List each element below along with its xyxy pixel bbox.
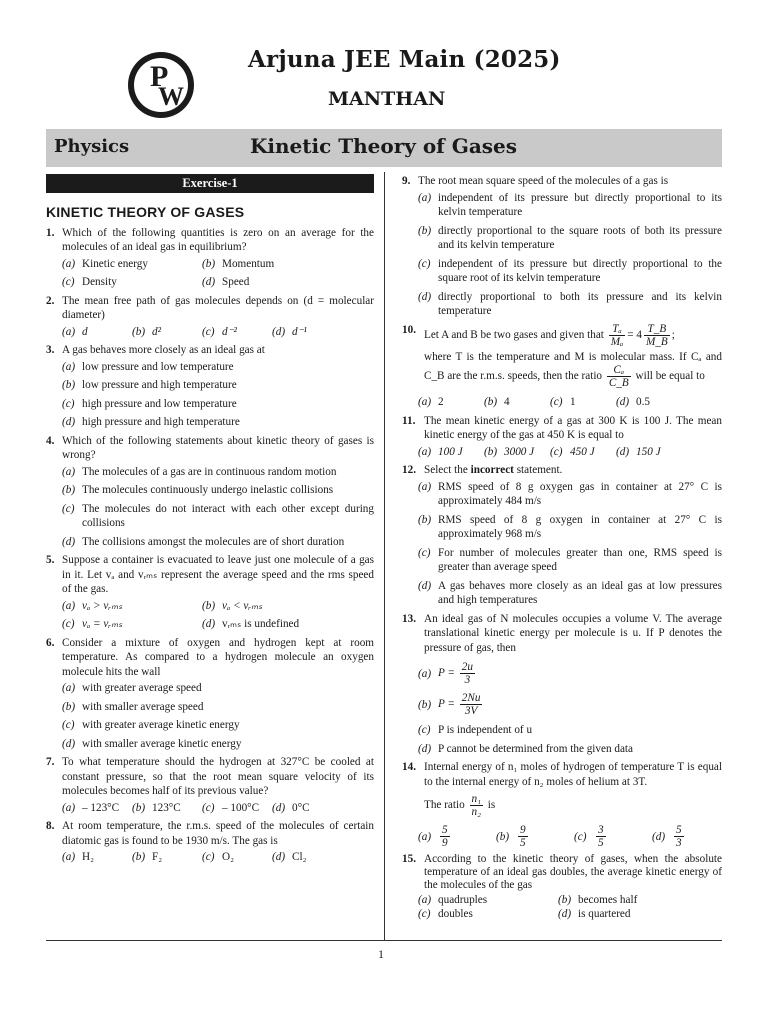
option-c: (c) high pressure and low temperature: [62, 397, 237, 410]
option-c: (c) – 100°C: [202, 801, 260, 814]
question-number: 12.: [402, 464, 416, 476]
option-a: (a) 100 J: [418, 445, 463, 458]
ratio-line: The ratio $\frac{\text{n₁}}{\text{n₂}}$ is: [424, 793, 496, 818]
option-d: (d) Speed: [202, 276, 250, 288]
option-c: (c) $\frac{3}{5}$: [574, 824, 604, 849]
option-d: (d) 0.5: [616, 396, 650, 408]
page-title: Arjuna JEE Main (2025): [248, 46, 561, 73]
option-c: (c) d⁻²: [202, 325, 237, 338]
option-d: (d) $\frac{5}{3}$: [652, 824, 682, 849]
option-d: (d) The collisions amongst the molecules are of short duration: [62, 535, 345, 548]
option-a: (a) H₂: [62, 851, 94, 863]
option-b: (b) P = $\frac{2Nu}{3V}$: [418, 692, 481, 717]
pw-logo-icon: [128, 52, 194, 118]
question-number: 3.: [46, 344, 55, 356]
topic-title: Kinetic Theory of Gases: [250, 134, 518, 158]
equation-fraction-right: $\frac{T\_B}{M\_B}$: [646, 322, 668, 348]
option-b: (b) RMS speed of 8 g oxygen in container at 27° C is approximately 968 m/s: [418, 513, 722, 540]
question-text: Let A and B be two gases and given that $\frac{\text{Tₐ}}{\text{Mₐ}}$ = 4 $\frac{T\_B}{M\_B}$ ; where T is the temperature and M is molecular mass. If Cₐ and C_B are the r.m.s. speeds, then the ratio $\frac{\text{Cₐ}}{C\_B}$ will be equal to: [424, 322, 722, 389]
question-2: [46, 294, 374, 340]
question-text: At room temperature, the r.m.s. speed of the molecules of certain diatomic gas is found to be 1930 m/s. The gas is: [62, 820, 374, 847]
question-text: Internal energy of n₁ moles of hydrogen of temperature T is equal to the internal energy of n₂ moles of helium at 3T.: [424, 761, 722, 788]
option-d: (d) 150 J: [616, 445, 661, 458]
option-a: (a) quadruples: [418, 894, 488, 906]
option-d: (d) with smaller average kinetic energy: [62, 737, 242, 750]
option-a: (a) The molecules of a gas are in continuous random motion: [62, 465, 337, 478]
page-number: 1: [378, 947, 384, 961]
option-a: (a) independent of its pressure but directly proportional to its kelvin temperature: [418, 191, 722, 218]
option-b: (b) d²: [132, 325, 161, 338]
question-7: [46, 755, 374, 815]
option-a: (a) RMS speed of 8 g oxygen gas in container at 27° C is approximately 484 m/s: [418, 480, 722, 507]
option-c: (c) O₂: [202, 851, 234, 863]
question-12: [402, 463, 722, 608]
option-c: (c) independent of its pressure but directly proportional to the square root of its kelvin temperature: [418, 257, 722, 284]
page-subtitle: MANTHAN: [328, 88, 446, 110]
question-3: [46, 343, 374, 430]
question-11: [402, 414, 722, 460]
question-number: 6.: [46, 636, 55, 649]
option-d: (d) 0°C: [272, 801, 310, 814]
question-number: 13.: [402, 612, 416, 625]
left-column: [46, 174, 374, 869]
question-text: The root mean square speed of the molecules of a gas is: [418, 175, 669, 187]
option-d: (d) A gas behaves more closely as an ideal gas at low pressures and high temperatures: [418, 579, 722, 606]
option-a: (a) with greater average speed: [62, 682, 202, 694]
option-d: (d) high pressure and high temperature: [62, 416, 240, 428]
subject-banner: [46, 129, 722, 167]
logo-letter-p: P: [150, 60, 169, 93]
option-c: (c) For number of molecules greater than one, RMS speed is greater than average speed: [418, 546, 722, 573]
option-b: (b) 3000 J: [484, 445, 535, 458]
question-number: 10.: [402, 323, 416, 336]
question-4: [46, 434, 374, 550]
question-6: [46, 636, 374, 752]
option-c: (c) 450 J: [550, 445, 595, 458]
question-15: [402, 853, 722, 921]
option-c: (c) vₐ = vᵣₘₛ: [62, 618, 123, 630]
question-text: The mean kinetic energy of a gas at 300 K is 100 J. The mean kinetic energy of the gas at 450 K is equal to: [424, 414, 722, 441]
option-c: (c) Density: [62, 276, 117, 288]
question-number: 8.: [46, 820, 55, 832]
question-number: 14.: [402, 761, 416, 773]
footer-divider: [46, 940, 722, 941]
option-d: (d) d⁻¹: [272, 325, 307, 338]
option-b: (b) 4: [484, 396, 510, 408]
option-b: (b) 123°C: [132, 801, 181, 814]
question-number: 9.: [402, 175, 411, 187]
question-8: [46, 819, 374, 865]
question-text: Which of the following quantities is zero on an average for the molecules of an ideal gas in equilibrium?: [62, 226, 374, 253]
equation-fraction-left: $\frac{\text{Tₐ}}{\text{Mₐ}}$: [610, 322, 624, 348]
option-d: (d) directly proportional to both its pressure and its kelvin temperature: [418, 290, 722, 317]
option-a: (a) – 123°C: [62, 801, 120, 814]
option-b: (b) directly proportional to the square roots of both its pressure and its kelvin temperature: [418, 224, 722, 251]
question-1: [46, 226, 374, 290]
logo-letter-w: W: [158, 82, 184, 111]
exercise-label: Exercise-1: [46, 174, 374, 193]
option-a: (a) low pressure and low temperature: [62, 360, 234, 373]
option-c: (c) P is independent of u: [418, 724, 533, 736]
question-text: Suppose a container is evacuated to leave just one molecule of a gas in it. Let vₐ and vᵣₘₛ represent the average speed and the rms speed of the gas.: [62, 554, 374, 595]
question-number: 5.: [46, 554, 55, 566]
option-a: (a) Kinetic energy: [62, 257, 148, 270]
question-number: 4.: [46, 434, 55, 447]
option-d: (d) vᵣₘₛ is undefined: [202, 618, 300, 630]
option-a: (a) 2: [418, 396, 444, 408]
question-text: A gas behaves more closely as an ideal gas at: [62, 344, 265, 356]
option-c: (c) doubles: [418, 908, 473, 920]
option-b: (b) $\frac{9}{5}$: [496, 824, 526, 849]
option-d: (d) Cl₂: [272, 851, 307, 863]
option-d: (d) is quartered: [558, 908, 631, 920]
option-a: (a) $\frac{5}{9}$: [418, 824, 448, 849]
option-b: (b) Momentum: [202, 257, 275, 270]
option-b: (b) low pressure and high temperature: [62, 379, 237, 391]
ratio-fraction: $\frac{\text{Cₐ}}{C\_B}$: [608, 364, 629, 389]
question-text: The mean free path of gas molecules depends on (d = molecular diameter): [62, 294, 374, 321]
question-text: To what temperature should the hydrogen at 327°C be cooled at constant pressure, so that the root mean square velocity of its molecules becomes half of its previous value?: [62, 756, 374, 797]
question-text: Select the incorrect statement.: [424, 464, 563, 476]
question-10: [402, 323, 722, 410]
question-number: 2.: [46, 294, 55, 307]
option-b: (b) with smaller average speed: [62, 700, 204, 713]
right-column: [402, 174, 722, 925]
option-b: (b) becomes half: [558, 894, 638, 906]
page-header: [0, 0, 768, 125]
question-number: 11.: [402, 414, 416, 427]
option-a: (a) P = $\frac{2u}{3}$: [418, 661, 473, 686]
question-5: [46, 553, 374, 632]
question-number: 15.: [402, 853, 416, 865]
option-b: (b) F₂: [132, 851, 163, 863]
option-b: (b) The molecules continuously undergo inelastic collisions: [62, 484, 334, 496]
question-13: [402, 612, 722, 757]
question-text: Consider a mixture of oxygen and hydrogen kept at room temperature. As compared to a hydrogen molecule an oxygen molecule hits the wall: [62, 636, 374, 678]
option-a: (a) d: [62, 325, 88, 338]
question-number: 1.: [46, 226, 55, 239]
column-divider: [384, 172, 385, 940]
question-text: Which of the following statements about kinetic theory of gases is wrong?: [62, 434, 374, 461]
question-text: According to the kinetic theory of gases, when the absolute temperature of an ideal gas doubles, the average kinetic energy of the molecules of the gas: [424, 853, 722, 891]
question-number: 7.: [46, 756, 55, 768]
subject-label: Physics: [54, 136, 130, 157]
option-d: (d) P cannot be determined from the given data: [418, 742, 633, 755]
option-c: (c) The molecules do not interact with each other except during collisions: [62, 502, 374, 529]
section-heading: KINETIC THEORY OF GASES: [46, 204, 245, 220]
option-c: (c) with greater average kinetic energy: [62, 719, 240, 731]
question-14: [402, 760, 722, 849]
option-b: (b) vₐ < vᵣₘₛ: [202, 599, 263, 612]
option-c: (c) 1: [550, 396, 576, 408]
option-a: (a) vₐ > vᵣₘₛ: [62, 599, 123, 612]
question-text: An ideal gas of N molecules occupies a volume V. The average translational kinetic energy per molecule is u. If P denotes the pressure of gas, then: [424, 612, 722, 654]
question-9: [402, 174, 722, 319]
